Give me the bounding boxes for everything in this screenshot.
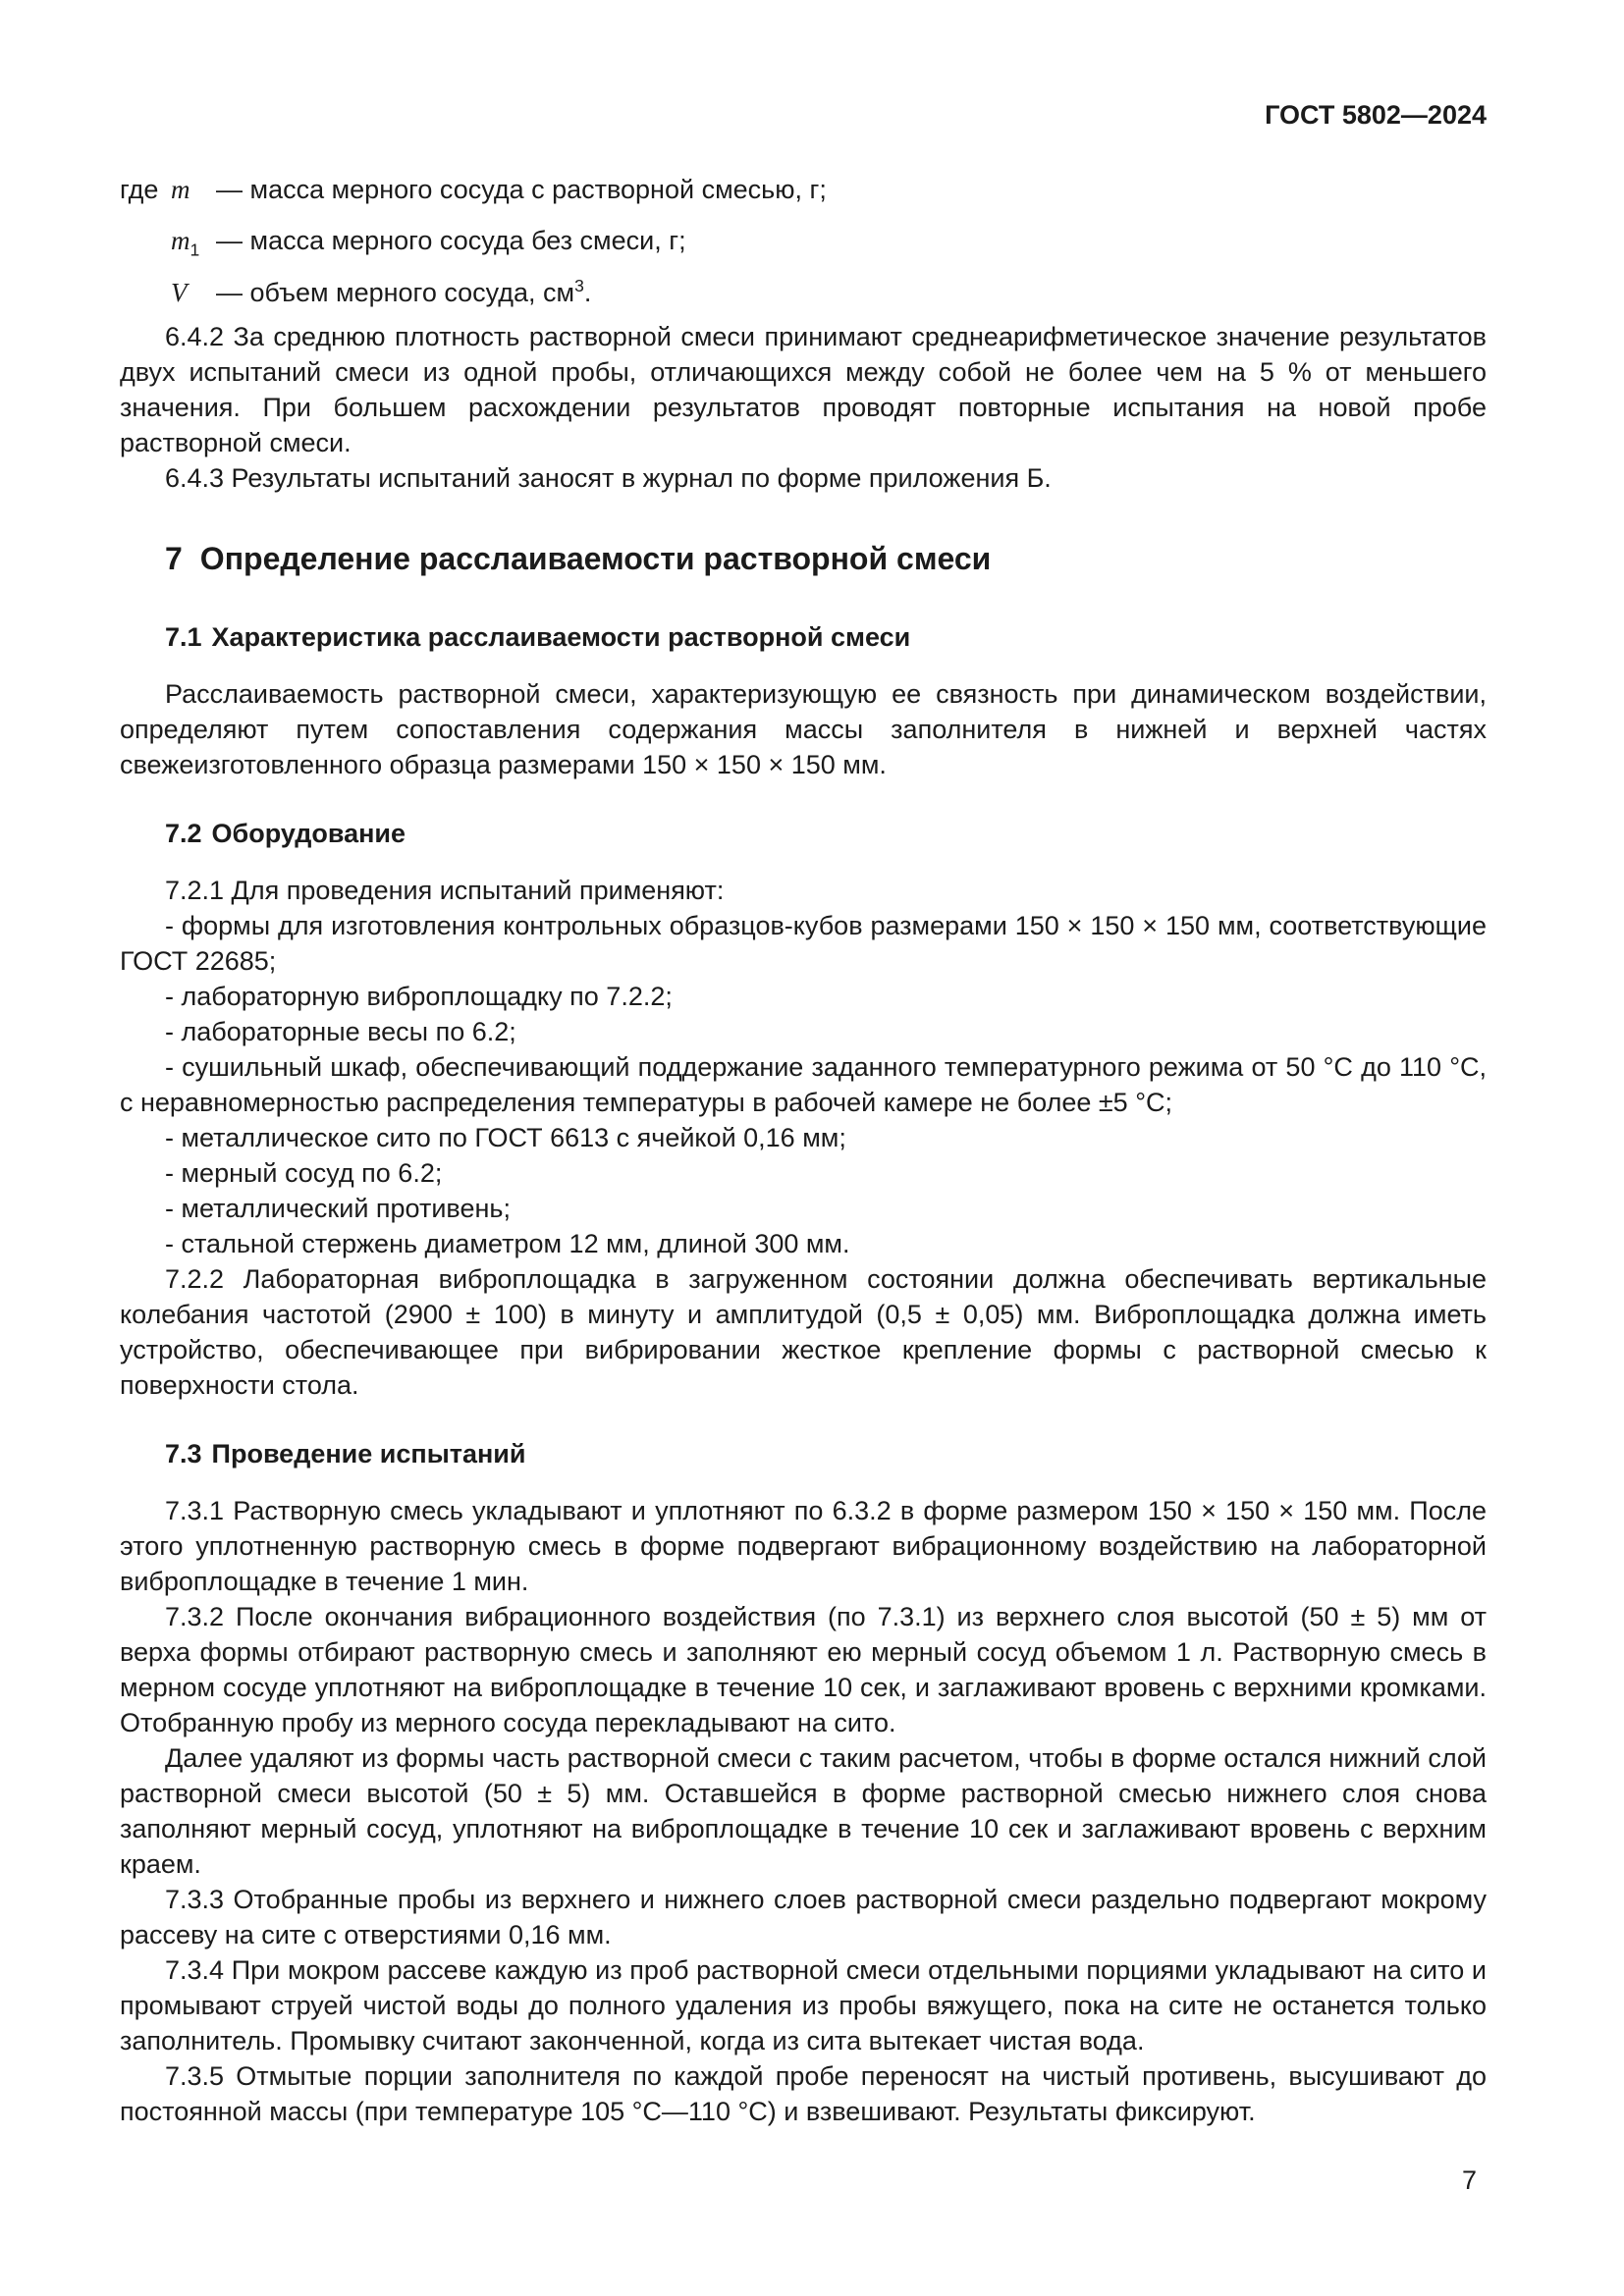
symbol-letter: m: [171, 175, 190, 204]
equipment-list-item: - формы для изготовления контрольных образцов-кубов размерами 150 × 150 × 150 мм, соответствующие ГОСТ 22685;: [120, 911, 1487, 977]
paragraph-7-3-1: 7.3.1 Растворную смесь укладывают и уплотняют по 6.3.2 в форме размером 150 × 150 × 150 мм. После этого уплотненную растворную смесь в форме подвергают вибрационному воздействию на лабораторной виброплощадке в течение 1 мин.: [120, 1496, 1487, 1597]
equipment-list-item: - лабораторную виброплощадку по 7.2.2;: [165, 982, 673, 1012]
subsection-title: Характеристика расслаиваемости растворной смеси: [211, 622, 911, 653]
definition-text: [216, 268, 1487, 310]
definition-description: — масса мерного сосуда без смеси, г;: [216, 226, 686, 256]
subsection-7-2-heading: [165, 816, 1487, 851]
definition-description: — масса мерного сосуда с растворной смесью, г;: [216, 175, 827, 204]
paragraph-7-3-3: 7.3.3 Отобранные пробы из верхнего и нижнего слоев растворной смеси раздельно подвергают мокрому рассеву на сите с отверстиями 0,16 мм.: [120, 1885, 1487, 1950]
definition-row-m: [120, 165, 1487, 216]
paragraph-7-3-2: 7.3.2 После окончания вибрационного воздействия (по 7.3.1) из верхнего слоя высотой (50 ± 5) мм от верха формы отбирают растворную смесь и заполняют ею мерный сосуд объемом 1 л. Растворную смесь в мерном сосуде уплотняют на виброплощадке в течение 10 сек, и заглаживают вровень с верхними кромками. Отобранную пробу из мерного сосуда перекладывают на сито.: [120, 1602, 1487, 1738]
paragraph-7-2-1: 7.2.1 Для проведения испытаний применяют:: [165, 876, 725, 906]
equipment-list-item: - мерный сосуд по 6.2;: [165, 1158, 443, 1189]
definition-symbol: [171, 275, 216, 319]
symbol-letter: V: [171, 277, 188, 307]
paragraph-7-1-intro: Расслаиваемость растворной смеси, характеризующую ее связность при динамическом воздействии, определяют путем сопоставления содержания массы заполнителя в нижней и верхней частях свежеизготовленного образца размерами 150 × 150 × 150 мм.: [120, 679, 1487, 780]
document-code-header: ГОСТ 5802—2024: [1265, 100, 1487, 130]
definition-text: [216, 165, 1487, 207]
equipment-list-item: - лабораторные весы по 6.2;: [165, 1017, 516, 1047]
equipment-list-item: - металлическое сито по ГОСТ 6613 с ячейкой 0,16 мм;: [165, 1123, 846, 1153]
definition-description: — объем мерного сосуда, см: [216, 277, 575, 307]
symbol-letter: m: [171, 226, 190, 256]
paragraph-7-3-5: 7.3.5 Отмытые порции заполнителя по каждой пробе переносят на чистый противень, высушивают до постоянной массы (при температуре 105 °С—110 °С) и взвешивают. Результаты фиксируют.: [120, 2061, 1487, 2127]
definition-text: [216, 216, 1487, 258]
variable-definitions: [120, 165, 1487, 319]
definition-tail: .: [583, 277, 592, 307]
subsection-title: Оборудование: [211, 819, 406, 849]
definition-row-v: [120, 268, 1487, 319]
subsection-title: Проведение испытаний: [211, 1439, 526, 1469]
document-body: [120, 165, 1487, 2198]
subsection-number: 7.2: [165, 819, 202, 849]
symbol-subscript: 1: [189, 240, 200, 260]
paragraph-7-3-4: 7.3.4 При мокром рассеве каждую из проб растворной смеси отдельными порциями укладывают на сито и промывают струей чистой воды до полного удаления из пробы вяжущего, пока на сите не останется только заполнитель. Промывку считают законченной, когда из сита вытекает чистая вода.: [120, 1955, 1487, 2056]
subsection-number: 7.3: [165, 1439, 202, 1469]
definition-prefix: где: [120, 175, 159, 204]
definition-symbol: [171, 172, 216, 216]
definition-symbol: [171, 223, 216, 267]
subsection-7-1-heading: [165, 619, 1487, 655]
page-number: 7: [1461, 2165, 1477, 2196]
equipment-list-item: - металлический противень;: [165, 1194, 511, 1224]
paragraph-7-3-2-continued: Далее удаляют из формы часть растворной смеси с таким расчетом, чтобы в форме остался нижний слой растворной смеси высотой (50 ± 5) мм. Оставшейся в форме растворной смесью нижнего слоя снова заполняют мерный сосуд, уплотняют на виброплощадке в течение 10 сек и заглаживают вровень с верхним краем.: [120, 1743, 1487, 1880]
paragraph-6-4-3: 6.4.3 Результаты испытаний заносят в журнал по форме приложения Б.: [165, 463, 1052, 494]
paragraph-7-2-2: 7.2.2 Лабораторная виброплощадка в загруженном состоянии должна обеспечивать вертикальные колебания частотой (2900 ± 100) в минуту и амплитудой (0,5 ± 0,05) мм. Виброплощадка должна иметь устройство, обеспечивающее при вибрировании жесткое крепление формы с растворной смесью к поверхности стола.: [120, 1264, 1487, 1401]
section-number: 7: [165, 541, 183, 577]
subsection-7-3-heading: [165, 1436, 1487, 1471]
definition-superscript: 3: [574, 275, 584, 295]
subsection-number: 7.1: [165, 622, 202, 653]
section-7-heading: [165, 539, 1487, 578]
definition-row-m1: [120, 216, 1487, 267]
equipment-list-item: - сушильный шкаф, обеспечивающий поддержание заданного температурного режима от 50 °С до 110 °С, с неравномерностью распределения температуры в рабочей камере не более ±5 °С;: [120, 1052, 1487, 1118]
section-title: Определение расслаиваемости растворной смеси: [199, 541, 992, 577]
paragraph-6-4-2: 6.4.2 За среднюю плотность растворной смеси принимают среднеарифметическое значение результатов двух испытаний смеси из одной пробы, отличающихся между собой не более чем на 5 % от меньшего значения. При большем расхождении результатов проводят повторные испытания на новой пробе растворной смеси.: [120, 322, 1487, 458]
equipment-list-item: - стальной стержень диаметром 12 мм, длиной 300 мм.: [165, 1229, 850, 1259]
